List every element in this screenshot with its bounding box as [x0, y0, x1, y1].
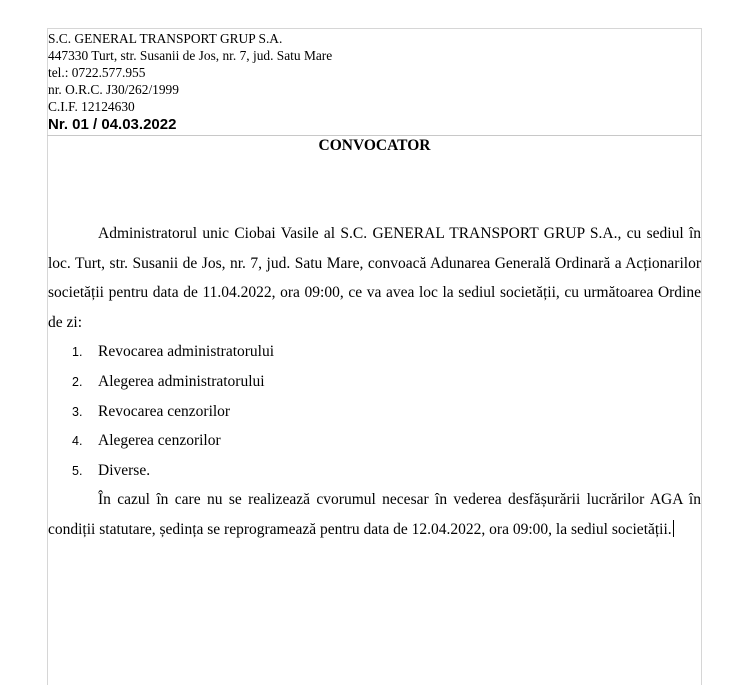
agenda-item	[48, 456, 701, 486]
agenda-item-text: Revocarea cenzorilor	[98, 402, 231, 420]
agenda-item-number: 2.	[72, 374, 83, 389]
document-body[interactable]	[48, 219, 701, 545]
company-cif: C.I.F. 12124630	[48, 99, 135, 114]
agenda-item-number: 4.	[72, 434, 83, 449]
agenda-item	[48, 337, 701, 367]
company-orc: nr. O.R.C. J30/262/1999	[48, 82, 179, 97]
company-name: S.C. GENERAL TRANSPORT GRUP S.A.	[48, 31, 283, 46]
page-border-right	[701, 28, 702, 685]
agenda-item	[48, 397, 701, 427]
company-phone: tel.: 0722.577.955	[48, 65, 146, 80]
agenda-item-text: Alegerea cenzorilor	[98, 432, 221, 450]
agenda-item	[48, 426, 701, 456]
quorum-paragraph	[48, 485, 701, 544]
quorum-paragraph-text: În cazul în care nu se realizează cvorumul necesar în vederea desfășurării lucrărilor AGA în condiții statutare, ședința se reprogramează pentru data de 12.04.2022, ora 09:00, la sediul societății.	[48, 491, 701, 538]
agenda-item	[48, 367, 701, 397]
agenda-item-text: Alegerea administratorului	[98, 372, 265, 390]
agenda-item-text: Diverse.	[98, 461, 151, 479]
company-address: 447330 Turt, str. Susanii de Jos, nr. 7, jud. Satu Mare	[48, 48, 333, 63]
page-border-top	[47, 28, 702, 29]
document-title: CONVOCATOR	[318, 137, 431, 154]
agenda-item-text: Revocarea administratorului	[98, 343, 275, 361]
convocation-paragraph: Administratorul unic Ciobai Vasile al S.C. GENERAL TRANSPORT GRUP S.A., cu sediul în loc. Turt, str. Susanii de Jos, nr. 7, jud. Satu Mare, convoacă Adunarea Generală Ordinară a Acționarilor societății pentru data de 11.04.2022, ora 09:00, ce va avea loc la sediul societății, cu următoarea Ordine de zi:	[48, 225, 701, 331]
agenda-list	[48, 337, 701, 485]
agenda-item-number: 3.	[72, 404, 83, 419]
document-header[interactable]	[48, 30, 332, 134]
agenda-item-number: 1.	[72, 345, 83, 360]
text-cursor	[673, 520, 674, 537]
agenda-item-number: 5.	[72, 463, 83, 478]
document-number: Nr. 01 / 04.03.2022	[48, 116, 177, 133]
